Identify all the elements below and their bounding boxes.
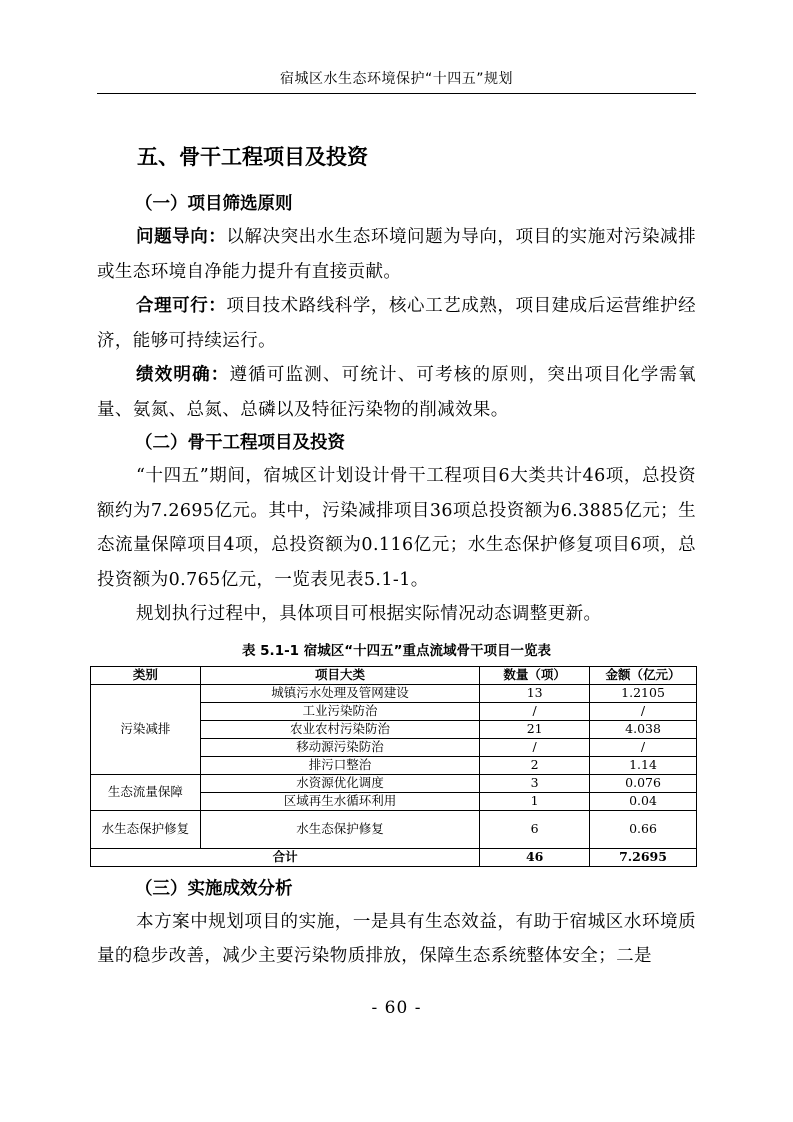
category-cell: 生态流量保障	[91, 774, 201, 810]
project-name-cell: 城镇污水处理及管网建设	[200, 684, 479, 702]
page-header	[97, 60, 696, 94]
header-category: 类别	[91, 666, 201, 684]
project-table	[90, 666, 697, 867]
principle-label-1: 问题导向：	[136, 227, 227, 247]
header-project-type: 项目大类	[200, 666, 479, 684]
subsection-2-title: （二）骨干工程项目及投资	[135, 433, 345, 453]
principle-label-2: 合理可行：	[136, 296, 227, 316]
count-cell: 6	[480, 810, 590, 848]
table-row	[91, 684, 697, 702]
table-row	[91, 774, 697, 792]
amount-cell: 4.038	[590, 720, 697, 738]
principle-text-2: 项目技术路线科学，核心工艺成熟，项目建成后运营维护经济，能够可持续运行。	[97, 296, 697, 351]
amount-cell: 0.66	[590, 810, 697, 848]
project-name-cell: 水生态保护修复	[200, 810, 479, 848]
page-number: - 60 -	[371, 998, 422, 1018]
principle-paragraph-2	[97, 289, 696, 358]
amount-cell: 0.04	[590, 792, 697, 810]
effect-paragraph: 本方案中规划项目的实施，一是具有生态效益，有助于宿城区水环境质量的稳步改善，减少主要污染物质排放，保障生态系统整体安全；二是	[97, 911, 696, 966]
principle-paragraph-1	[97, 220, 696, 289]
page-content	[97, 140, 696, 974]
project-name-cell: 排污口整治	[200, 756, 479, 774]
table-row	[91, 810, 697, 848]
principle-text-3: 遵循可监测、可统计、可考核的原则，突出项目化学需氧量、氨氮、总氮、总磷以及特征污染物的削减效果。	[97, 365, 697, 420]
project-name-cell: 移动源污染防治	[200, 738, 479, 756]
count-cell: 21	[480, 720, 590, 738]
count-cell: 2	[480, 756, 590, 774]
table-header-row	[91, 666, 697, 684]
category-cell: 污染减排	[91, 684, 201, 774]
section-title: 五、骨干工程项目及投资	[137, 145, 368, 169]
count-cell: 1	[480, 792, 590, 810]
count-cell: 3	[480, 774, 590, 792]
amount-cell: /	[590, 738, 697, 756]
total-count-cell: 46	[480, 848, 590, 866]
subsection-1-title: （一）项目筛选原则	[135, 194, 293, 214]
investment-paragraph: “十四五”期间，宿城区计划设计骨干工程项目6大类共计46项，总投资额约为7.2695亿元。其中，污染减排项目36项总投资额为6.3885亿元；生态流量保障项目4项，总投资额为0.116亿元；水生态保护修复项目6项，总投资额为0.765亿元，一览表见表5.1-1。	[97, 466, 696, 590]
adjustment-paragraph: 规划执行过程中，具体项目可根据实际情况动态调整更新。	[136, 604, 602, 624]
principle-paragraph-3	[97, 358, 696, 427]
amount-cell: 0.076	[590, 774, 697, 792]
amount-cell: 1.2105	[590, 684, 697, 702]
amount-cell: /	[590, 702, 697, 720]
amount-cell: 1.14	[590, 756, 697, 774]
principle-label-3: 绩效明确：	[136, 365, 230, 385]
total-amount-cell: 7.2695	[590, 848, 697, 866]
subsection-3-title: （三）实施成效分析	[135, 878, 293, 899]
header-amount: 金额（亿元）	[590, 666, 697, 684]
total-label-cell: 合计	[91, 848, 480, 866]
project-name-cell: 农业农村污染防治	[200, 720, 479, 738]
table-caption: 表 5.1-1 宿城区“十四五”重点流域骨干项目一览表	[241, 642, 552, 659]
count-cell: /	[480, 738, 590, 756]
project-name-cell: 区域再生水循环利用	[200, 792, 479, 810]
header-count: 数量（项）	[480, 666, 590, 684]
header-title: 宿城区水生态环境保护“十四五”规划	[279, 71, 513, 87]
project-name-cell: 工业污染防治	[200, 702, 479, 720]
count-cell: 13	[480, 684, 590, 702]
project-name-cell: 水资源优化调度	[200, 774, 479, 792]
category-cell: 水生态保护修复	[91, 810, 201, 848]
principle-text-1: 以解决突出水生态环境问题为导向，项目的实施对污染减排或生态环境自净能力提升有直接贡献。	[97, 227, 697, 282]
table-total-row	[91, 848, 697, 866]
count-cell: /	[480, 702, 590, 720]
